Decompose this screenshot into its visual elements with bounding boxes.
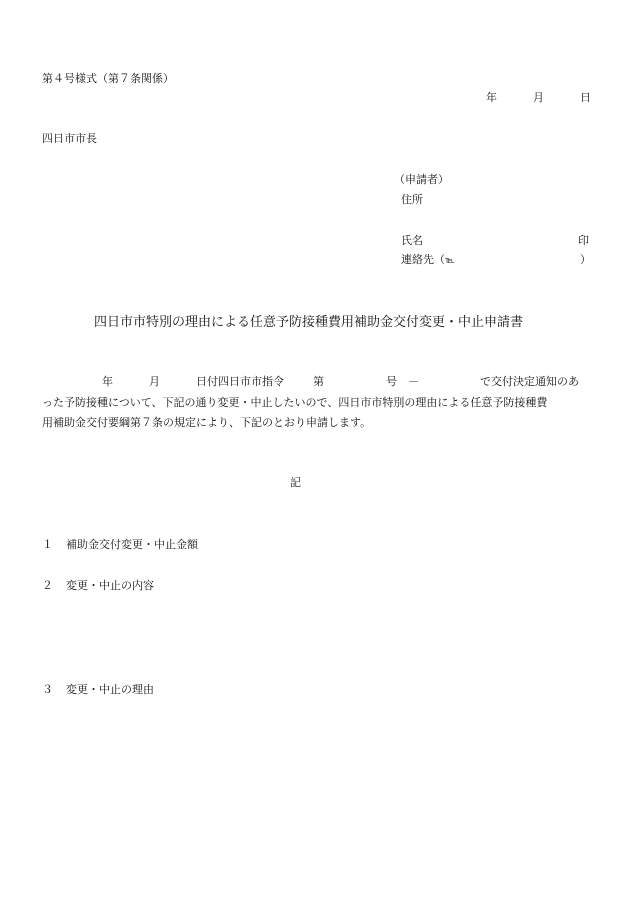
item-number: １ (42, 538, 53, 551)
body-year: 年 (102, 375, 113, 388)
contact-line (401, 254, 454, 266)
list-item (42, 580, 154, 591)
item-label: 補助金交付変更・中止金額 (66, 538, 198, 551)
item-number: ２ (42, 579, 53, 592)
form-number: 第４号様式（第７条関係） (42, 72, 174, 85)
tel-icon: ℡ (445, 256, 454, 266)
seal-mark: 印 (578, 234, 589, 247)
contact-label: 連絡先（ (401, 253, 445, 266)
applicant-heading: （申請者） (394, 173, 449, 186)
body-tail: で交付決定通知のあ (480, 375, 579, 388)
body-line-3: 用補助金交付要綱第７条の規定により、下記のとおり申請します。 (42, 416, 372, 429)
list-item (42, 684, 154, 695)
item-label: 変更・中止の理由 (66, 683, 154, 696)
body-month: 月 (149, 375, 160, 388)
body-dai: 第 (313, 375, 324, 388)
date-month-label: 月 (533, 91, 544, 104)
document-title: 四日市市特別の理由による任意予防接種費用補助金交付変更・中止申請書 (94, 315, 524, 330)
contact-close: ） (580, 253, 591, 266)
address-label: 住所 (401, 193, 423, 206)
body-go: 号 (386, 375, 397, 388)
ki-heading: 記 (290, 476, 301, 489)
addressee: 四日市市長 (42, 132, 97, 145)
name-label: 氏名 (401, 234, 423, 247)
item-label: 変更・中止の内容 (66, 579, 154, 592)
date-day-label: 日 (580, 91, 591, 104)
date-year-label: 年 (486, 91, 497, 104)
item-number: ３ (42, 683, 53, 696)
list-item (42, 539, 198, 550)
body-day-ref: 日付四日市市指令 (196, 375, 284, 388)
body-line-2: った予防接種について、下記の通り変更・中止したいので、四日市市特別の理由による任意予防接種費 (42, 396, 548, 409)
body-dash: － (408, 375, 419, 388)
